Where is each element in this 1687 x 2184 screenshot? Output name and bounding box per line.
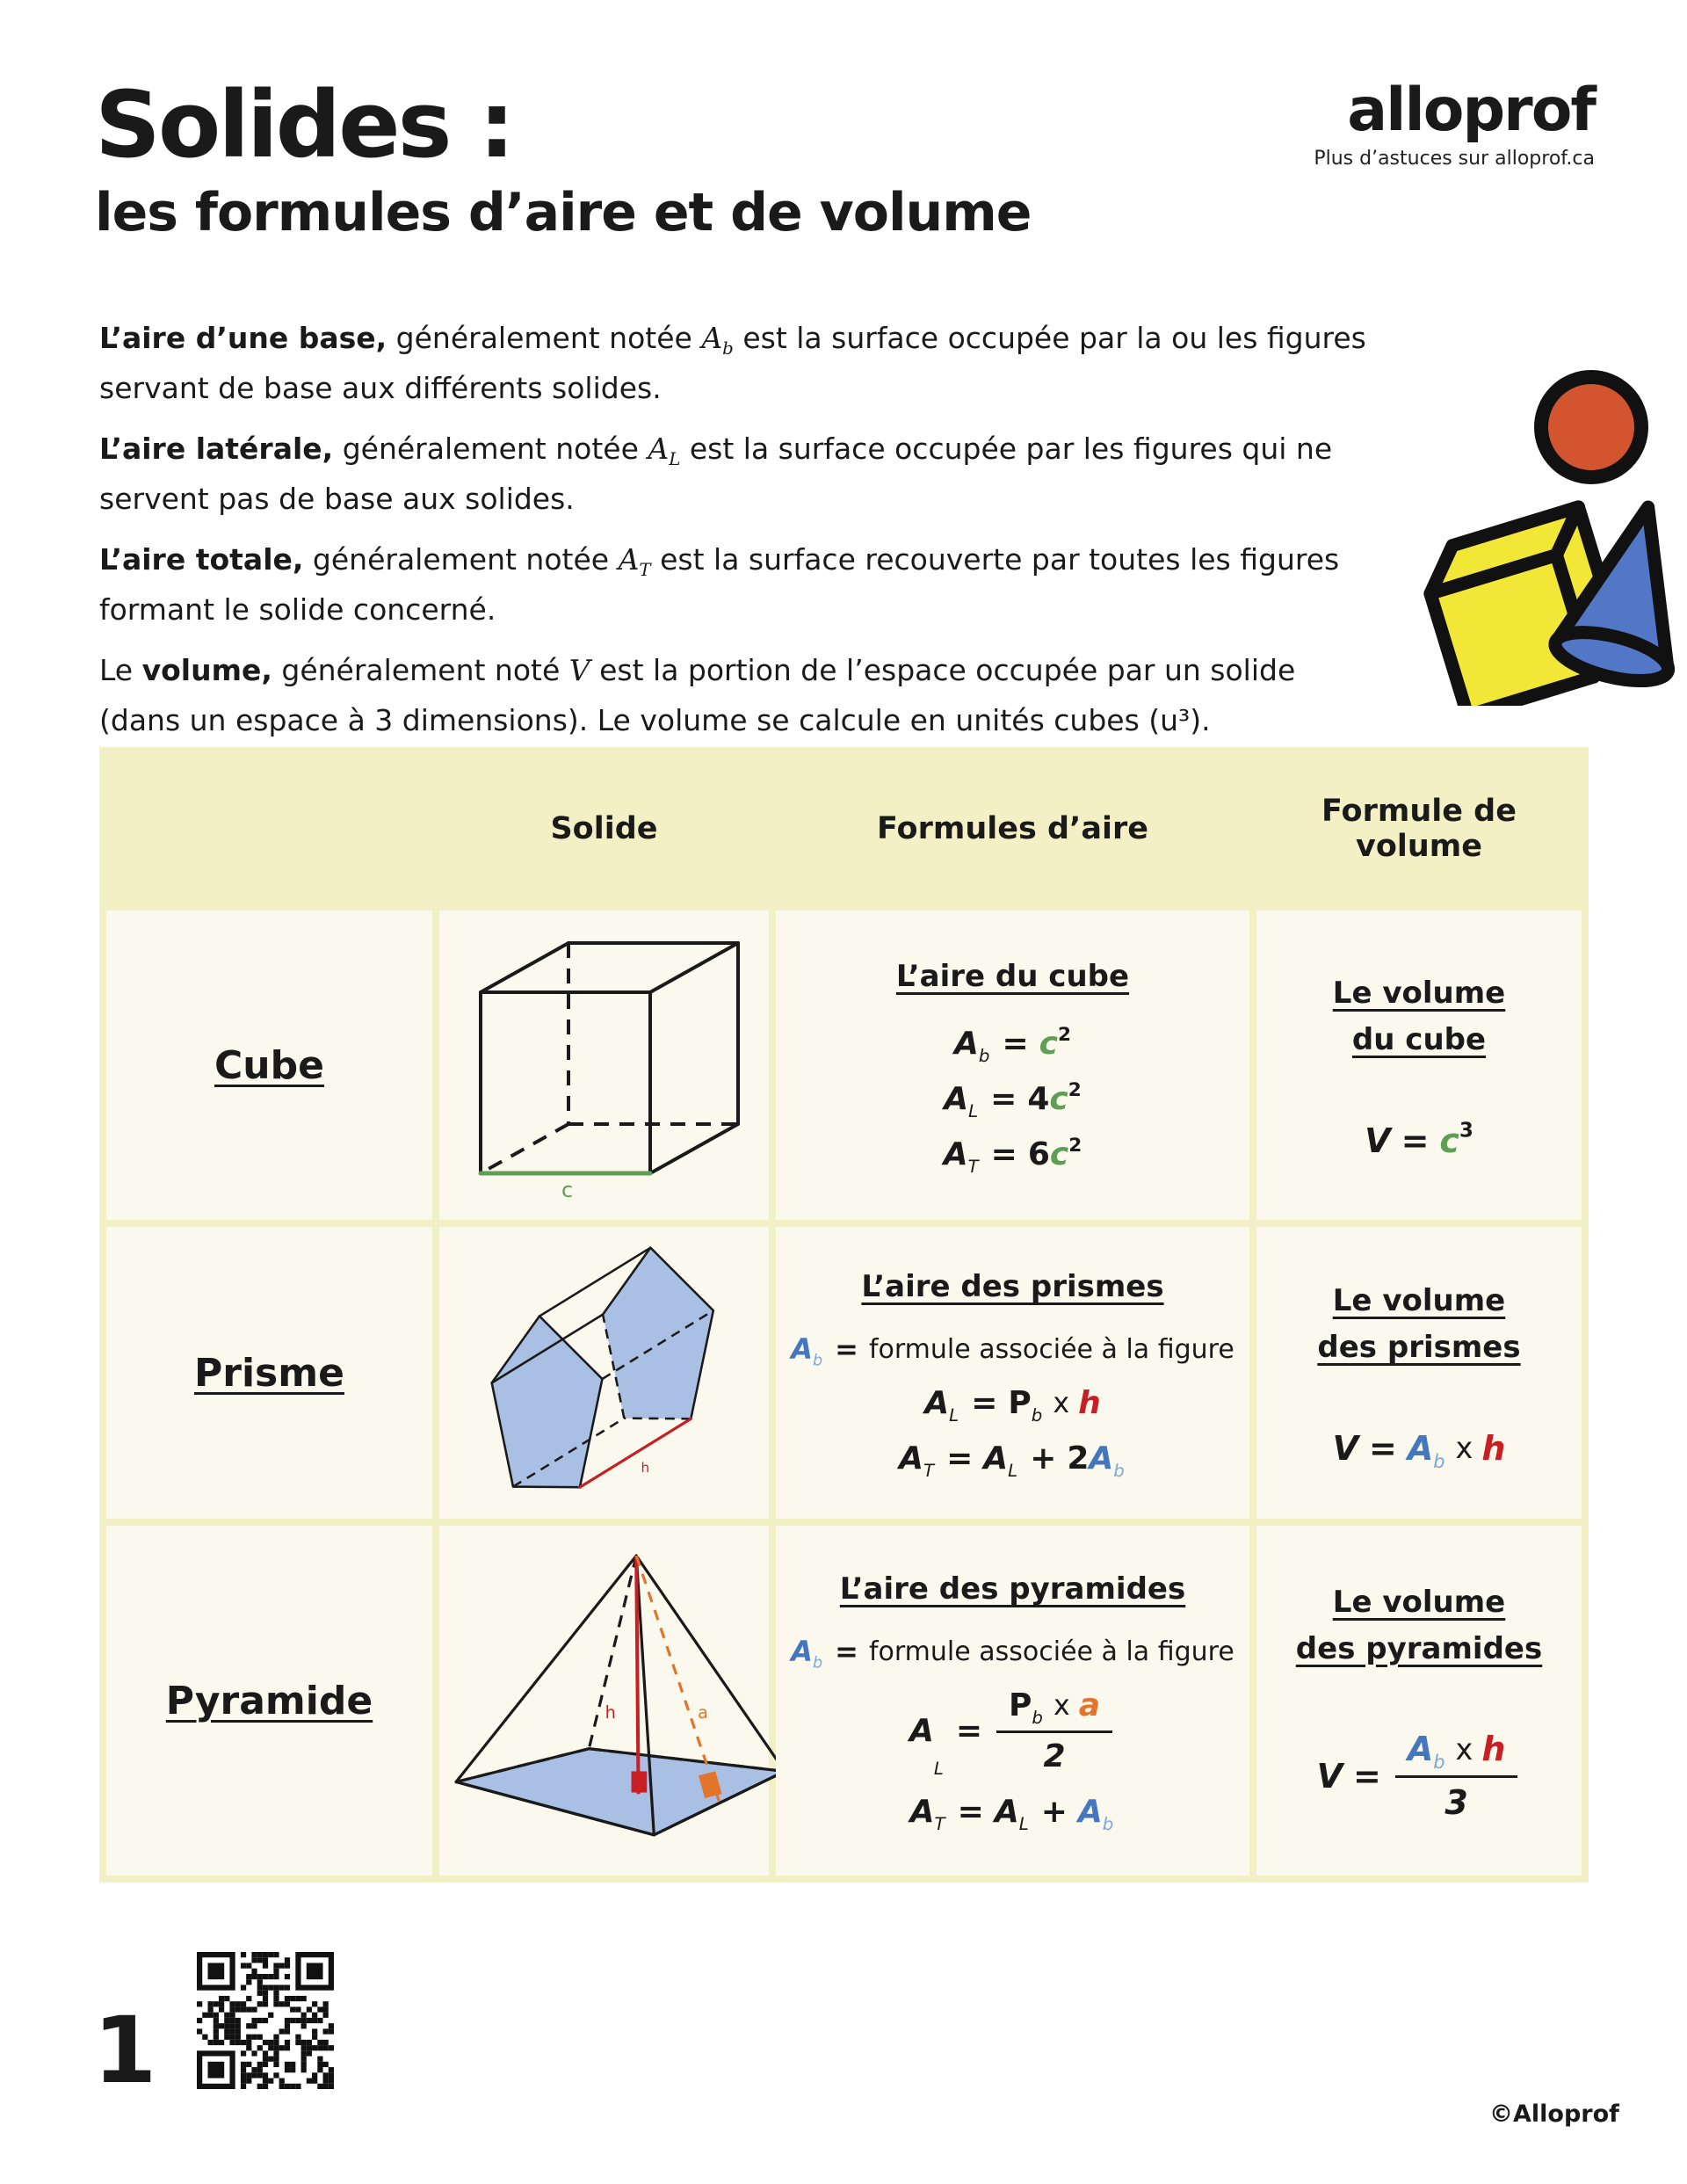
table-header-empty bbox=[106, 754, 432, 903]
table-header-solide: Solide bbox=[550, 811, 658, 846]
pyramid-apothem-label: a bbox=[697, 1702, 708, 1723]
prisme-volume-cell bbox=[1256, 1227, 1582, 1519]
table-header-volume: Formule de volume bbox=[1321, 794, 1517, 864]
formulas-table bbox=[99, 747, 1589, 1883]
prisme-volume-formula: V = A b x h bbox=[1332, 1428, 1506, 1472]
pyramide-diagram-cell bbox=[439, 1526, 769, 1876]
page-title bbox=[95, 71, 1032, 244]
page-number: 1 bbox=[93, 1997, 157, 2104]
prism-diagram bbox=[402, 1241, 807, 1505]
cube-formula-at: A T = 6 c 2 bbox=[943, 1134, 1082, 1177]
pyramide-area-cell bbox=[776, 1526, 1249, 1876]
intro-paragraph-base: L’aire d’une base, généralement notée $A_b$ est la surface occupée par la ou les figures servant de base aux différents solides. bbox=[99, 321, 1366, 405]
cube-volume-cell bbox=[1256, 911, 1582, 1220]
pyramide-formula-at: A T = A L + A b bbox=[909, 1794, 1114, 1834]
row-label-pyramide: Pyramide bbox=[106, 1526, 432, 1876]
prism-height-label: h bbox=[640, 1459, 649, 1476]
table-header-aire: Formules d’aire bbox=[877, 811, 1148, 846]
qr-code-icon bbox=[197, 1952, 334, 2089]
copyright-text: ©Alloprof bbox=[1489, 2101, 1619, 2128]
page-title-line2: les formules d’aire et de volume bbox=[95, 182, 1032, 244]
intro-paragraph-laterale: L’aire latérale, généralement notée $A_L$ est la surface occupée par les figures qui ne servent pas de base aux solides. bbox=[99, 431, 1333, 516]
shapes-illustration-icon bbox=[1400, 359, 1687, 706]
prisme-area-heading: L’aire des prismes bbox=[861, 1269, 1164, 1304]
cube-volume-formula: V = c 3 bbox=[1365, 1119, 1473, 1160]
pyramid-diagram bbox=[398, 1538, 811, 1863]
alloprof-logo bbox=[1292, 76, 1595, 170]
pyramide-volume-cell bbox=[1256, 1526, 1582, 1876]
row-label-cube: Cube bbox=[106, 911, 432, 1220]
intro-paragraph-totale: L’aire totale, généralement notée $A_T$ est la surface recouverte par toutes les figures formant le solide concerné. bbox=[99, 541, 1340, 627]
cube-formula-al: A L = 4 c 2 bbox=[944, 1078, 1082, 1121]
cube-formula-ab: A b = c 2 bbox=[954, 1023, 1071, 1066]
prisme-area-cell bbox=[776, 1227, 1249, 1519]
pyramide-volume-heading: Le volume des pyramides bbox=[1295, 1584, 1543, 1666]
pyramide-area-heading: L’aire des pyramides bbox=[839, 1571, 1186, 1607]
pyramide-formula-ab: A b = formule associée à la figure bbox=[791, 1635, 1234, 1672]
alloprof-wordmark: alloprof bbox=[1347, 76, 1595, 145]
page-title-line1: Solides : bbox=[95, 71, 513, 178]
prisme-formula-at: A T = A L + 2 A b bbox=[899, 1440, 1125, 1481]
prisme-formula-al: A L = P b x h bbox=[924, 1385, 1101, 1426]
pyramid-height-label: h bbox=[605, 1702, 616, 1723]
intro-paragraphs bbox=[99, 318, 1373, 761]
alloprof-tagline: Plus d’astuces sur alloprof.ca bbox=[1314, 148, 1595, 170]
prisme-volume-heading: Le volume des prismes bbox=[1317, 1283, 1521, 1365]
pyramide-formula-al: A L = P b x a 2 bbox=[909, 1687, 1116, 1774]
cube-diagram bbox=[460, 929, 749, 1201]
row-label-prisme: Prisme bbox=[106, 1227, 432, 1519]
intro-paragraph-volume: Le volume, généralement noté V est la portion de l’espace occupée par un solide (dans un espace à 3 dimensions). Le volume se calcule en unités cubes (u³). bbox=[99, 652, 1296, 737]
prisme-diagram-cell bbox=[439, 1227, 769, 1519]
cube-edge-label: c bbox=[561, 1178, 573, 1201]
prisme-formula-ab: A b = formule associée à la figure bbox=[791, 1332, 1234, 1370]
cube-volume-heading: Le volume du cube bbox=[1332, 976, 1506, 1057]
cube-diagram-cell bbox=[439, 911, 769, 1220]
cube-area-cell bbox=[776, 911, 1249, 1220]
pyramide-volume-formula: V = A b x h 3 bbox=[1317, 1730, 1522, 1822]
cube-area-heading: L’aire du cube bbox=[895, 958, 1130, 994]
